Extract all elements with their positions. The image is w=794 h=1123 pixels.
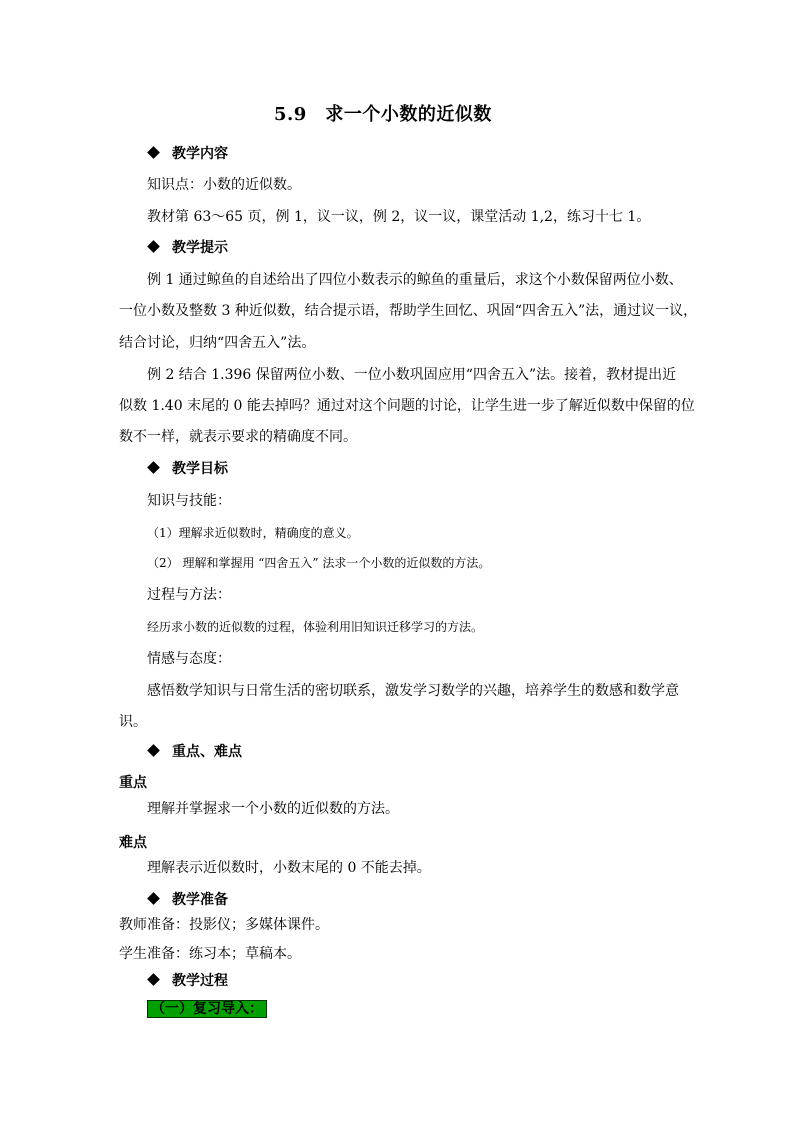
diamond-bullet-icon [147, 461, 160, 474]
section-heading-key: 重点、难点 [149, 743, 242, 761]
key-text: 理解并掌握求一个小数的近似数的方法。 [147, 801, 399, 817]
goal-process-1: 经历求小数的近似数的过程，体验利用旧知识迁移学习的方法。 [147, 620, 484, 634]
diamond-bullet-icon [147, 146, 160, 159]
hint-ex2-line3: 数不一样，就表示要求的精确度不同。 [119, 429, 357, 445]
content-textbook: 教材第 63～65 页，例 1，议一议，例 2，议一议，课堂活动 1,2，练习十七 1。 [147, 209, 651, 225]
goal-knowledge-title: 知识与技能： [147, 493, 231, 509]
hint-ex2-line2: 似数 1.40 末尾的 0 能去掉吗？通过对这个问题的讨论，让学生进一步了解近似数中保留的位 [119, 398, 695, 414]
section-heading-content: 教学内容 [149, 145, 228, 163]
hint-ex2-line1: 例 2 结合 1.396 保留两位小数、一位小数巩固应用“四舍五入”法。接着，教材提出近 [147, 367, 677, 383]
hard-text: 理解表示近似数时，小数末尾的 0 不能去掉。 [147, 860, 431, 876]
goal-knowledge-1: （1）理解求近似数时，精确度的意义。 [147, 526, 359, 540]
diamond-bullet-icon [147, 973, 160, 986]
page-title: 5.9 求一个小数的近似数 [274, 104, 492, 125]
section-heading-hint: 教学提示 [149, 239, 228, 257]
diamond-bullet-icon [147, 892, 160, 905]
process-step1: （一）复习导入： [147, 1000, 267, 1018]
section-heading-process: 教学过程 [149, 972, 228, 990]
diamond-bullet-icon [147, 240, 160, 253]
hard-label: 难点 [119, 835, 147, 851]
section-heading-prep: 教学准备 [149, 891, 228, 909]
goal-knowledge-2: （2） 理解和掌握用 “四舍五入” 法求一个小数的近似数的方法。 [147, 556, 491, 570]
hint-ex1-line3: 结合讨论，归纳“四舍五入”法。 [119, 335, 316, 351]
goal-emotion-line2: 识。 [119, 714, 147, 730]
prep-student: 学生准备：练习本；草稿本。 [119, 946, 301, 962]
goal-emotion-title: 情感与态度： [147, 651, 231, 667]
key-label: 重点 [119, 775, 147, 791]
diamond-bullet-icon [147, 744, 160, 757]
hint-ex1-line1: 例 1 通过鲸鱼的自述给出了四位小数表示的鲸鱼的重量后，求这个小数保留两位小数、 [147, 272, 683, 288]
goal-process-title: 过程与方法： [147, 587, 231, 603]
section-heading-goal: 教学目标 [149, 460, 228, 478]
hint-ex1-line2: 一位小数及整数 3 种近似数，结合提示语，帮助学生回忆、巩固“四舍五入”法，通过议一议， [119, 303, 698, 319]
content-knowledge: 知识点：小数的近似数。 [147, 177, 301, 193]
goal-emotion-line1: 感悟数学知识与日常生活的密切联系，激发学习数学的兴趣，培养学生的数感和数学意 [147, 683, 679, 699]
prep-teacher: 教师准备：投影仪；多媒体课件。 [119, 917, 329, 933]
